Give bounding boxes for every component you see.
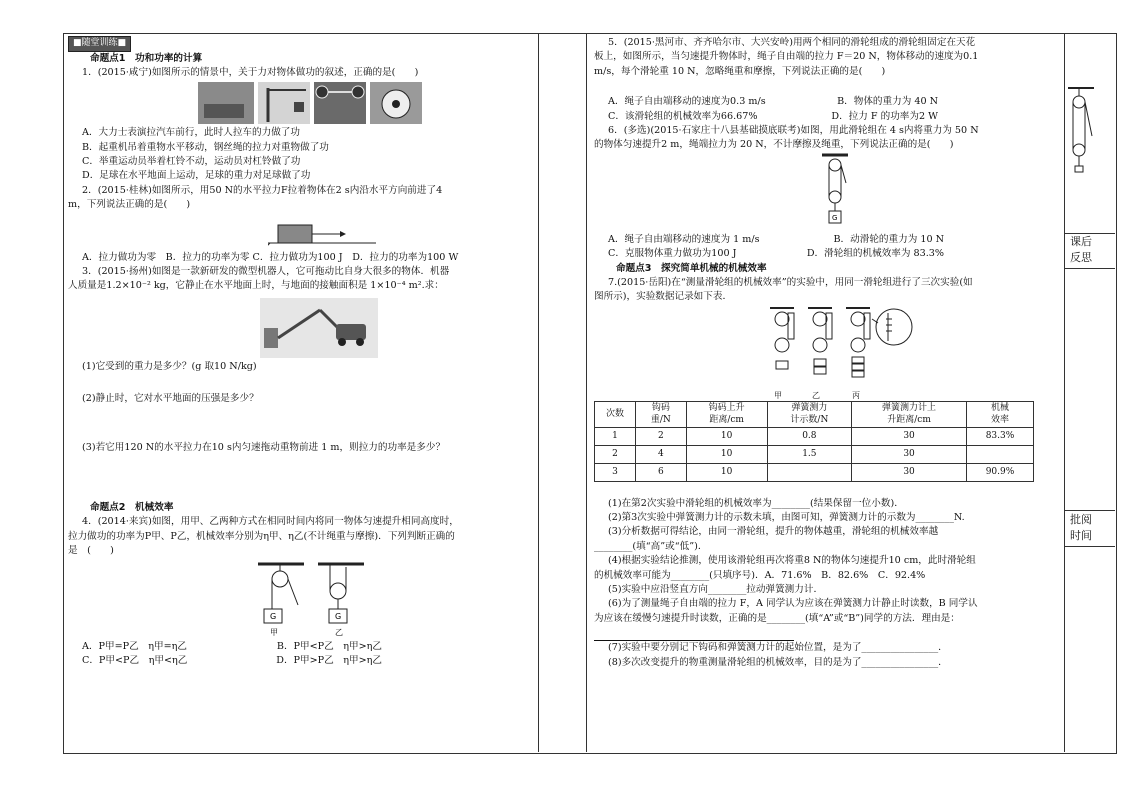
q7-sub-4: (4)根据实验结论推测，使用该滑轮组再次将重8 N的物体匀速提升10 cm，此时滑轮组	[608, 555, 976, 567]
q7-sub-2: (2)第3次实验中弹簧测力计的示数未填，由图可知，弹簧测力计的示数为________N.	[608, 512, 965, 524]
q6-option-d: D．滑轮组的机械效率为 83.3%	[806, 248, 944, 260]
q7-experiment-figure	[768, 305, 918, 391]
q4-stem: 4．(2014·来宾)如图，用甲、乙两种方式在相同时间内将同一物体匀速提升相同高度时，	[82, 516, 459, 528]
after-class-reflection-label: 课后 反思	[1070, 235, 1092, 264]
q2-block-diagram	[268, 221, 378, 247]
q1-photos	[198, 82, 494, 126]
fig-label-jia: 甲	[774, 390, 782, 400]
label-yi: 乙	[335, 627, 343, 637]
q6-pulley-diagram	[820, 153, 850, 233]
q7-sub-4-cont: 的机械效率可能为________(只填序号)．A．71.6% B．82.6% C．92.4%	[594, 569, 926, 581]
q7-sub-7: (7)实验中要分别记下钩码和弹簧测力计的起始位置，是为了________________．	[608, 642, 948, 654]
q7-stem: 7.(2015·岳阳)在“测量滑轮组的机械效率”的实验中，用同一滑轮组进行了三次实验(如	[608, 276, 973, 288]
q1-option-c: C．举重运动员举着杠铃不动，运动员对杠铃做了功	[82, 156, 301, 168]
q7-sub-6-cont: 为应该在缓慢匀速提升时读数，正确的是________(填“A”或“B”)同学的方法．理由是：	[594, 612, 960, 624]
q3-stem: 3．(2015·扬州)如图是一款新研发的微型机器人，它可拖动比自身大很多的物体．机器	[82, 266, 450, 278]
svg-text:G: G	[335, 611, 342, 621]
q7-sub-6: (6)为了测量绳子自由端的拉力 F，A 同学认为应该在弹簧测力计静止时读数，B 同学认	[608, 598, 978, 610]
header-hook-rise: 钩码上升 距离/cm	[686, 401, 767, 427]
q4-option-c: C．P甲<P乙 η甲<η乙	[82, 654, 188, 666]
header-efficiency: 机械 效率	[966, 401, 1033, 427]
q5-option-a: A．绳子自由端移动的速度为0.3 m/s	[608, 96, 766, 108]
column-divider-left	[538, 33, 539, 752]
q5-stem-cont-2: m/s，每个滑轮重 10 N，忽略绳重和摩擦，下列说法正确的是( )	[594, 65, 886, 77]
sidebar-rule-4	[1064, 546, 1115, 547]
topic-2-heading: 命题点2 机械效率	[90, 501, 174, 513]
q2-stem-cont: m，下列说法正确的是( )	[68, 199, 191, 211]
label-jia: 甲	[270, 627, 278, 637]
q6-option-c: C．克服物体重力做功为100 J	[608, 248, 737, 260]
q7-data-table	[594, 401, 1034, 482]
svg-text:G: G	[832, 213, 838, 222]
q3-robot-photo	[260, 298, 378, 358]
table-header-row	[595, 401, 1034, 427]
q6-stem-cont: 的物体匀速提升2 m，绳端拉力为 20 N，不计摩擦及绳重，下列说法正确的是( )	[594, 139, 954, 151]
q5-option-b: B．物体的重力为 40 N	[837, 96, 938, 108]
q1-option-a: A．大力士表演拉汽车前行，此时人拉车的力做了功	[82, 127, 300, 139]
q3-sub-1: (1)它受到的重力是多少？(g 取10 N/kg)	[82, 360, 257, 372]
header-hook-weight: 钩码 重/N	[636, 401, 687, 427]
section-badge: ■随堂训练■	[68, 36, 131, 52]
header-spring-rise: 弹簧测力计上 升距离/cm	[852, 401, 967, 427]
fig-label-bing: 丙	[852, 390, 860, 400]
pulley-diagram-icon	[1066, 86, 1096, 182]
q4-option-a: A．P甲=P乙 η甲=η乙	[82, 640, 187, 652]
q7-sub-1: (1)在第2次实验中滑轮组的机械效率为________(结果保留一位小数)．	[608, 497, 904, 509]
column-divider-middle	[586, 33, 587, 752]
table-row: 3 6 10 30 90.9%	[595, 463, 1034, 481]
table-row: 1 2 10 0.8 30 83.3%	[595, 427, 1034, 445]
topic-3-heading: 命题点3 探究简单机械的机械效率	[616, 262, 767, 274]
q4-stem-cont-2: 是 ( )	[68, 545, 114, 557]
q2-stem: 2．(2015·桂林)如图所示，用50 N的水平拉力F拉着物体在2 s内沿水平方向前进了4	[82, 184, 443, 196]
q7-sub-3-cont: ________(填“高”或“低”)．	[594, 540, 708, 552]
sidebar-rule-2	[1064, 268, 1115, 269]
q7-sub-3: (3)分析数据可得结论，由同一滑轮组，提升的物体越重，滑轮组的机械效率越	[608, 526, 939, 538]
header-spring-reading: 弹簧测力 计示数/N	[767, 401, 852, 427]
q5-stem: 5．(2015·黑河市、齐齐哈尔市、大兴安岭)用两个相同的滑轮组成的滑轮组固定在天花	[608, 37, 976, 48]
q6-stem: 6．(多选)(2015·石家庄十八县基础摸底联考)如图，用此滑轮组在 4 s内将重力为 50 N	[608, 124, 979, 136]
q4-stem-cont-1: 拉力做功的功率为P甲、P乙，机械效率分别为η甲、η乙(不计绳重与摩擦)．下列判断正确的	[68, 530, 455, 542]
right-column	[594, 36, 1060, 670]
q7-sub-8: (8)多次改变提升的物重测量滑轮组的机械效率，目的是为了________________．	[608, 656, 948, 668]
q7-sub-5: (5)实验中应沿竖直方向________拉动弹簧测力计．	[608, 584, 824, 596]
q4-option-d: D．P甲>P乙 η甲>η乙	[276, 654, 382, 666]
header-trials: 次数	[595, 401, 636, 427]
sidebar-rule-3	[1064, 510, 1115, 511]
svg-text:G: G	[270, 611, 277, 621]
q5-option-c: C．该滑轮组的机械效率为66.67%	[608, 110, 758, 122]
table-row: 2 4 10 1.5 30	[595, 445, 1034, 463]
q3-sub-3: (3)若它用120 N的水平拉力在10 s内匀速拖动重物前进 1 m，则拉力的功率是多少？	[82, 441, 446, 453]
q1-option-d: D．足球在水平地面上运动，足球的重力对足球做了功	[82, 170, 311, 182]
q3-sub-2: (2)静止时，它对水平地面的压强是多少？	[82, 393, 259, 405]
q7-stem-cont: 图所示)，实验数据记录如下表．	[594, 291, 733, 303]
q3-stem-cont: 人质量是1.2×10⁻² kg，它静止在水平地面上时，与地面的接触面积是 1×10⁻⁴ m².求：	[68, 280, 444, 292]
q7-sub-6-answer-line[interactable]	[594, 626, 794, 641]
review-time-label: 批阅 时间	[1070, 513, 1092, 542]
q6-option-b: B．动滑轮的重力为 10 N	[833, 233, 944, 245]
q1-option-b: B．起重机吊着重物水平移动，钢丝绳的拉力对重物做了功	[82, 141, 329, 153]
q5-stem-cont-1: 板上，如图所示，当匀速提升物体时，绳子自由端的拉力 F＝20 N，物体移动的速度为0.1	[594, 51, 979, 63]
fig-label-yi: 乙	[812, 390, 820, 400]
q6-option-a: A．绳子自由端移动的速度为 1 m/s	[608, 233, 760, 245]
q2-options: A．拉力做功为零 B．拉力的功率为零 C．拉力做功为100 J D．拉力的功率为100 W	[82, 251, 459, 263]
q1-stem: 1．(2015·咸宁)如图所示的情景中，关于力对物体做功的叙述，正确的是( )	[82, 66, 419, 78]
q5-option-d: D．拉力 F 的功率为2 W	[831, 110, 938, 122]
q4-pulley-diagrams	[258, 561, 388, 639]
column-divider-right	[1064, 33, 1065, 752]
topic-1-heading: 命题点1 功和功率的计算	[90, 52, 203, 64]
left-column	[68, 36, 534, 668]
q4-option-b: B．P甲<P乙 η甲>η乙	[276, 640, 382, 652]
